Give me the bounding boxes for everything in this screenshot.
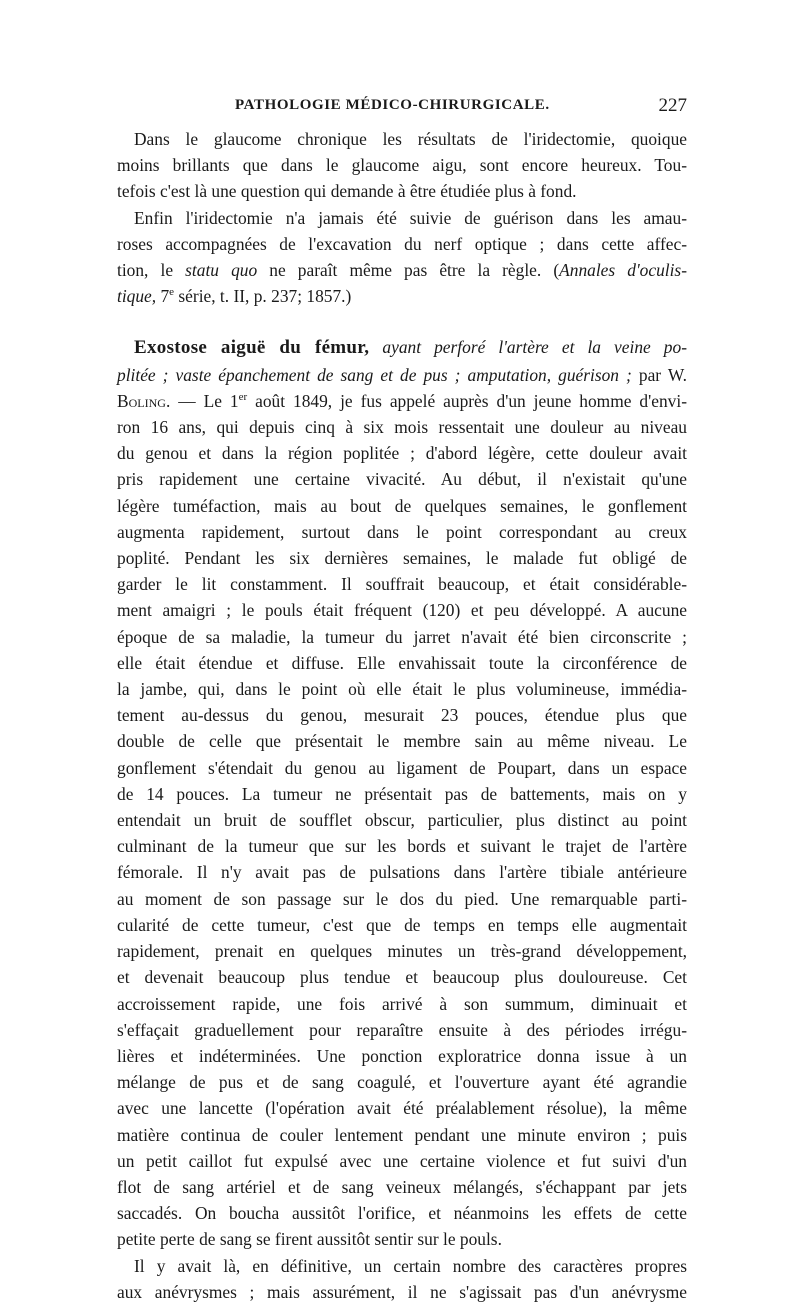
text-line: Il y avait là, en définitive, un certain nombre des caractères propres [134, 1255, 687, 1276]
text-run: 7 [156, 286, 170, 307]
citation-details: série, t. II, p. 237; 1857.) [174, 286, 352, 307]
running-title: PATHOLOGIE MÉDICO-CHIRURGICALE. [235, 97, 550, 113]
text-line: un petit caillot fut expulsé avec une certaine violence et fut suivi d'un [117, 1150, 687, 1171]
article-title: Exostose aiguë du fémur, [134, 337, 370, 359]
text-line: entendait un bruit de soufflet obscur, particulier, plus distinct au point [117, 810, 687, 831]
superscript: e [169, 286, 175, 299]
text-run: tion, le [117, 260, 186, 281]
text-line: pris rapidement une certaine vivacité. Au début, il n'existait qu'une [117, 469, 687, 490]
paragraph-iridectomie [117, 205, 687, 310]
text-line: cularité de cette tumeur, c'est que de temps en temps elle augmentait [117, 914, 687, 935]
text-run: . — Le 1 [165, 390, 239, 411]
text-line: fémorale. Il n'y avait pas de pulsations dans l'artère tibiale antérieure [117, 862, 687, 883]
text-run: août 1849, je fus appelé auprès d'un jeune homme d'envi- [247, 390, 687, 411]
text-line [117, 388, 687, 414]
text-line: tement au-dessus du genou, mesurait 23 pouces, étendue plus que [117, 705, 687, 726]
text-line: lières et indéterminées. Une ponction exploratrice donna issue à un [117, 1045, 687, 1066]
text-line: poplité. Pendant les six dernières semaines, le malade fut obligé de [117, 548, 687, 569]
author-name: Boling [117, 390, 166, 411]
citation-journal: Annales d'oculis- [559, 260, 687, 281]
page-number: 227 [658, 95, 687, 116]
text-line: s'effaçait graduellement pour reparaître ensuite à des périodes irrégu- [117, 1019, 687, 1040]
text-run: ne paraît même pas être la règle. ( [257, 260, 560, 281]
paragraph-conclusion [117, 1253, 687, 1305]
page-body [117, 126, 687, 1305]
article-subtitle: plitée ; vaste épanchement de sang et de pus ; amputation, guérison ; [117, 364, 632, 385]
text-line: rapidement, prenait en quelques minutes un très-grand développement, [117, 941, 687, 962]
text-line: culminant de la tumeur que sur les bords et suivant le trajet de l'artère [117, 836, 687, 857]
text-line: au moment de son passage sur le dos du pied. Une remarquable parti- [117, 888, 687, 909]
text-line: du genou et dans la région poplitée ; d'abord légère, cette douleur avait [117, 443, 687, 464]
article-body [117, 414, 687, 1253]
text-line: flot de sang artériel et de sang veineux mélangés, s'échappant par jets [117, 1176, 687, 1197]
article-heading-line [117, 334, 687, 361]
text-line: accroissement rapide, une fois arrivé à son summum, diminuait et [117, 993, 687, 1014]
text-line: double de celle que présentait le membre sain au même niveau. Le [117, 731, 687, 752]
text-line: époque de sa maladie, la tumeur du jarret n'avait été bien circonscrite ; [117, 626, 687, 647]
paragraph-glaucome [117, 126, 687, 205]
text-line: légère tuméfaction, mais au bout de quelques semaines, le gonflement [117, 495, 687, 516]
text-line: matière continua de couler lentement pendant une minute environ ; puis [117, 1124, 687, 1145]
text-run: par W. [631, 364, 687, 385]
text-line: aux anévrysmes ; mais assurément, il ne s'agissait pas d'un anévrysme [117, 1281, 687, 1302]
text-line: gonflement s'étendait du genou au ligament de Poupart, dans un espace [117, 757, 687, 778]
superscript: er [238, 391, 248, 404]
text-line [117, 283, 687, 309]
text-line: et devenait beaucoup plus tendue et beaucoup plus douloureuse. Cet [117, 967, 687, 988]
text-line: saccadés. On boucha aussitôt l'orifice, et néanmoins les effets de cette [117, 1203, 687, 1224]
article-heading-line [117, 362, 687, 388]
article-exostose [117, 334, 687, 1305]
text-line: Dans le glaucome chronique les résultats de l'iridectomie, quoique [134, 129, 687, 149]
text-line: tefois c'est là une question qui demande à être étudiée plus à fond. [117, 181, 577, 202]
section-gap [117, 309, 687, 334]
text-line: de 14 pouces. La tumeur ne présentait pas de battements, mais on y [117, 783, 687, 804]
text-line: avec une lancette (l'opération avait été préalablement résolue), la même [117, 1098, 687, 1119]
text-line: elle était étendue et diffuse. Elle envahissait toute la circonférence de [117, 652, 687, 673]
text-line: mélange de pus et de sang coagulé, et l'ouverture ayant été agrandie [117, 1072, 687, 1093]
text-line: moins brillants que dans le glaucome aigu, sont encore heureux. Tou- [117, 155, 687, 176]
text-line: petite perte de sang se firent aussitôt sentir sur le pouls. [117, 1229, 502, 1250]
text-line: roses accompagnées de l'excavation du nerf optique ; dans cette affec- [117, 233, 687, 254]
text-line [117, 257, 687, 283]
text-line: Enfin l'iridectomie n'a jamais été suivie de guérison dans les amau- [134, 207, 687, 228]
latin-phrase: statu quo [185, 260, 258, 281]
text-line: ron 16 ans, qui depuis cinq à six mois ressentait une douleur au niveau [117, 417, 687, 438]
page-header [117, 97, 687, 123]
article-subtitle: ayant perforé l'artère et la veine po- [369, 337, 687, 358]
text-line: ment amaigri ; le pouls était fréquent (120) et peu développé. A aucune [117, 600, 687, 621]
citation-journal-end: tique, [117, 286, 157, 307]
text-line: augmenta rapidement, surtout dans le point correspondant au creux [117, 521, 687, 542]
text-line: la jambe, qui, dans le point où elle était le plus volumineuse, immédia- [117, 679, 687, 700]
text-line: garder le lit constamment. Il souffrait beaucoup, et était considérable- [117, 574, 687, 595]
